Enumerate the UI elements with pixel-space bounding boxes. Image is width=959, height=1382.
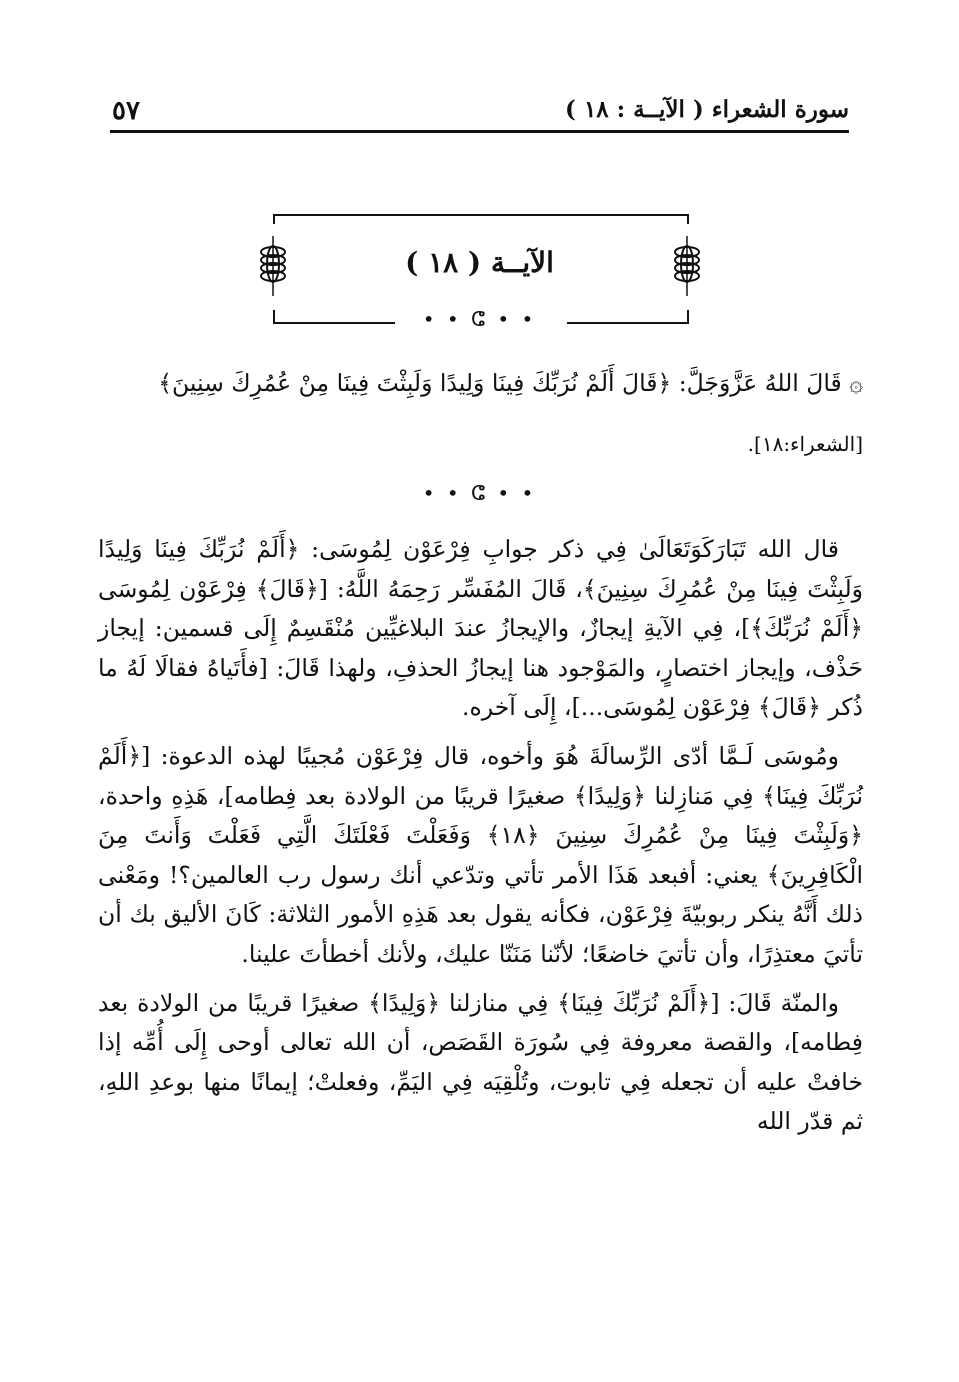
commentary-body xyxy=(98,530,863,1142)
ayah-heading: الآيــة ( ١٨ ) xyxy=(405,246,554,279)
quoted-verse: ۞ قَالَ اللهُ عَزَّوَجَلَّ: ﴿قَالَ أَلَمْ نُرَبِّكَ فِينَا وَلِيدًا وَلَبِثْتَ فِينَا مِنْ عُمُرِكَ سِنِينَ﴾ xyxy=(158,369,863,397)
heading-frame-left-tick xyxy=(273,214,275,224)
section-divider: • • ⵛ • • xyxy=(422,307,537,331)
header-rule xyxy=(110,130,849,133)
paragraph xyxy=(98,984,863,1142)
ornament-knot-icon xyxy=(258,236,288,296)
page-number: ٥٧ xyxy=(112,96,140,126)
surah-title: سورة الشعراء ( الآيــة : ١٨ ) xyxy=(565,96,849,123)
running-header xyxy=(112,96,849,130)
paragraph xyxy=(98,737,863,975)
heading-frame-bottom-right-tick xyxy=(687,310,689,322)
heading-frame-bottom-right xyxy=(567,322,689,324)
heading-frame-bottom-left-tick xyxy=(273,310,275,322)
paragraph-text: قال الله تَبَارَكَوَتَعَالَىٰ فِي ذكر جوابِ فِرْعَوْن لِمُوسَى: ﴿أَلَمْ نُرَبِّكَ فِينَا وَلِيدًا وَلَبِثْتَ فِينَا مِنْ عُمُرِكَ سِنِينَ﴾، قَالَ المُفَسِّر رَحِمَهُ اللَّهُ: [﴿قَالَ﴾ فِرْعَوْن لِمُوسَى ﴿أَلَمْ نُرَبِّكَ﴾]، فِي الآيةِ إيجازٌ، والإيجازُ عندَ البلاغيِّين مُنْقَسِمٌ إِلَى قسمين: إيجاز حَذْف، وإيجاز اختصارٍ، والمَوْجود هنا إيجازُ الحذفِ، ولهذا قَالَ: [فأَتَياهُ فقالَا لَهُ ما ذُكر ﴿قَالَ﴾ فِرْعَوْن لِمُوسَى...]، إِلَى آخره. xyxy=(98,535,863,722)
heading-frame-bottom-left xyxy=(273,322,395,324)
heading-frame-top xyxy=(273,214,689,216)
paragraph xyxy=(98,530,863,728)
paragraph-text: والمنّة قَالَ: [﴿أَلَمْ نُرَبِّكَ فِينَا﴾ فِي منازلنا ﴿وَلِيدًا﴾ صغيرًا قريبًا من الولادة بعد فِطامه]، والقصة معروفة فِي سُورَة القَصَص، أن الله تعالى أوحى إِلَى أُمِّه إذا خافتْ عليه أن تجعله فِي تابوت، وتُلْقِيَه فِي اليَمِّ، وفعلتْ؛ إيمانًا منها بوعدِ اللهِ، ثم قدّر الله xyxy=(98,988,863,1136)
paragraph-text: ومُوسَى لَـمَّا أدّى الرِّسالَةَ هُوَ وأخوه، قال فِرْعَوْن مُجيبًا لهذه الدعوة: [﴿أَلَمْ نُرَبِّكَ فِينَا﴾ فِي مَنازِلنا ﴿وَلِيدًا﴾ صغيرًا قريبًا من الولادة بعد فِطامه]، هَذِهِ واحدة، ﴿وَلَبِثْتَ فِينَا مِنْ عُمُرِكَ سِنِينَ ﴿١٨﴾ وَفَعَلْتَ فَعْلَتَكَ الَّتِي فَعَلْتَ وَأَنتَ مِنَ الْكَافِرِينَ﴾ يعني: أفبعد هَذَا الأمر تأتي وتدّعي أنك رسول رب العالمين؟! ومَعْنى ذلك أَنَّهُ ينكر ربوبيّةَ فِرْعَوْن، فكأنه يقول بعد هَذِهِ الأمور الثلاثة: كَانَ الأليق بك أن تأتيَ معتذِرًا، وأن تأتيَ خاضعًا؛ لأنّنا مَنَنّا عليك، ولأنك أخطأتَ علينا. xyxy=(98,741,863,968)
section-divider: • • ⵛ • • xyxy=(422,481,537,505)
verse-reference: [الشعراء:١٨]. xyxy=(747,432,863,456)
ornament-knot-icon xyxy=(672,236,702,296)
heading-frame-right-tick xyxy=(687,214,689,224)
